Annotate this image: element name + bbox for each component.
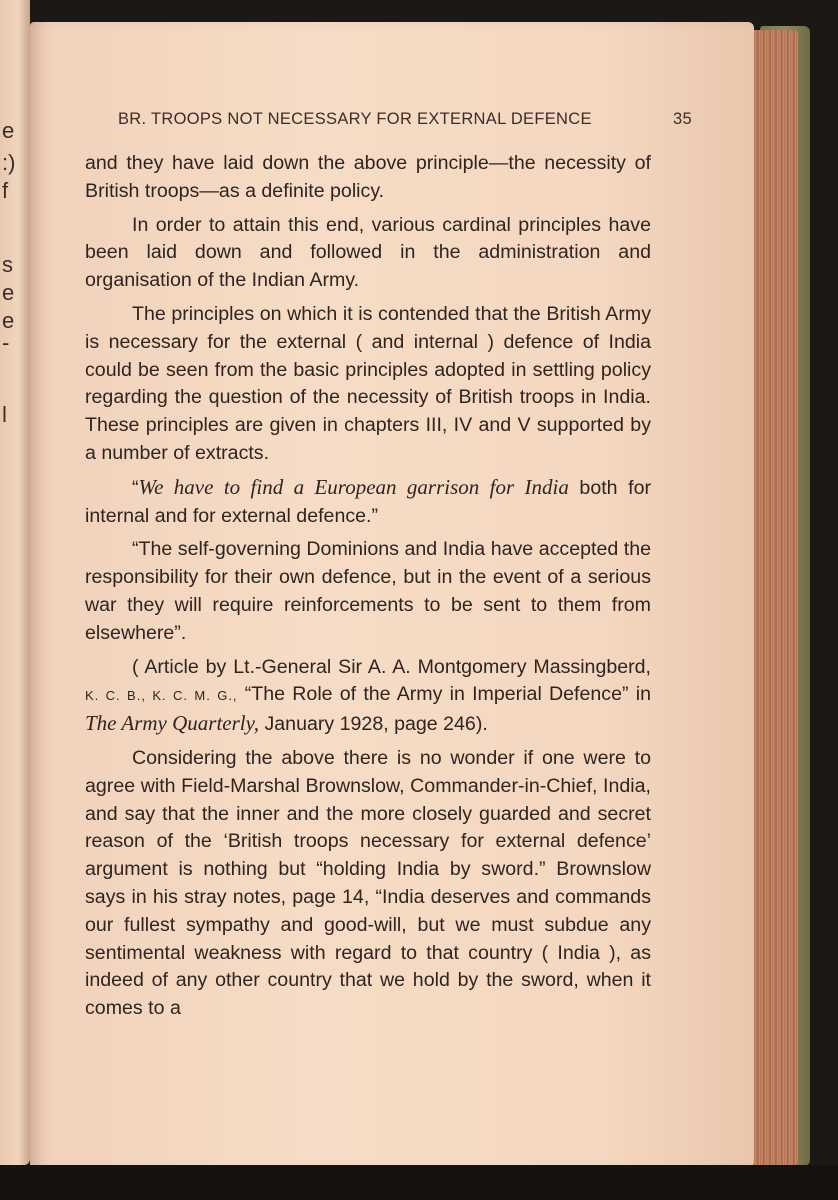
paragraph-continuation: and they have laid down the above principle—the necessity of British troops—as a definite policy. <box>85 152 651 202</box>
citation-text: “The Role of the Army in Imperial Defence” in <box>237 683 651 706</box>
background-shadow <box>0 1165 838 1200</box>
facing-page-fragment: s <box>2 252 13 277</box>
facing-page-fragment: l <box>2 402 7 427</box>
journal-title: The Army Quarterly, <box>85 711 260 736</box>
page-body <box>85 150 651 1029</box>
quote-paragraph <box>85 474 651 531</box>
running-header <box>118 110 692 129</box>
italic-quote: We have to find a European garrison for India <box>138 474 569 499</box>
running-title: BR. TROOPS NOT NECESSARY FOR EXTERNAL DEFENCE <box>118 110 592 128</box>
citation-text: January 1928, page 246). <box>259 713 488 736</box>
facing-page-fragment: e <box>2 118 15 143</box>
page-stack-edge <box>748 30 798 1165</box>
quote-paragraph: “The self-governing Dominions and India have accepted the responsibility for their own defence, but in the event of a serious war they will require reinforcements to be sent to them from elsewhere”. <box>85 538 651 644</box>
quote-open: “ <box>132 476 139 499</box>
facing-page-fragment: e <box>2 280 15 305</box>
page-number: 35 <box>673 110 692 128</box>
honours-smallcaps: K. C. B., K. C. M. G., <box>85 688 238 704</box>
facing-page-fragment: :) <box>2 150 16 175</box>
facing-page-fragment: e <box>2 308 15 333</box>
book-page <box>30 22 754 1170</box>
paragraph: In order to attain this end, various cardinal principles have been laid down and followed in the administration and organisation of the Indian Army. <box>85 213 651 292</box>
quote-rest: both for internal and for external defence.” <box>85 476 651 527</box>
paragraph: The principles on which it is contended that the British Army is necessary for the external ( and internal ) defence of India could be seen from the basic principles adopted in settling policy regarding the question of the necessity of British troops in India. These principles are given in chapters III, IV and V supported by a number of extracts. <box>85 302 651 464</box>
citation-text: ( Article by Lt.-General Sir A. A. Montgomery Massingberd, <box>132 655 651 678</box>
facing-page-fragment: f <box>2 178 9 203</box>
paragraph: Considering the above there is no wonder if one were to agree with Field-Marshal Brownslow, Commander-in-Chief, India, and say that the inner and the more closely guarded and secret reason of the ‘British troops necessary for external defence’ argument is nothing but “holding India by sword.” Brownslow says in his stray notes, page 14, “India deserves and commands our fullest sympathy and good-will, but we must subdue any sentimental weakness with regard to that country ( India ), as indeed of any other country that we hold by the sword, when it comes to a <box>85 746 651 1020</box>
facing-page-fragment: - <box>2 330 10 355</box>
citation-paragraph <box>85 654 651 739</box>
facing-page-edge <box>0 0 30 1165</box>
